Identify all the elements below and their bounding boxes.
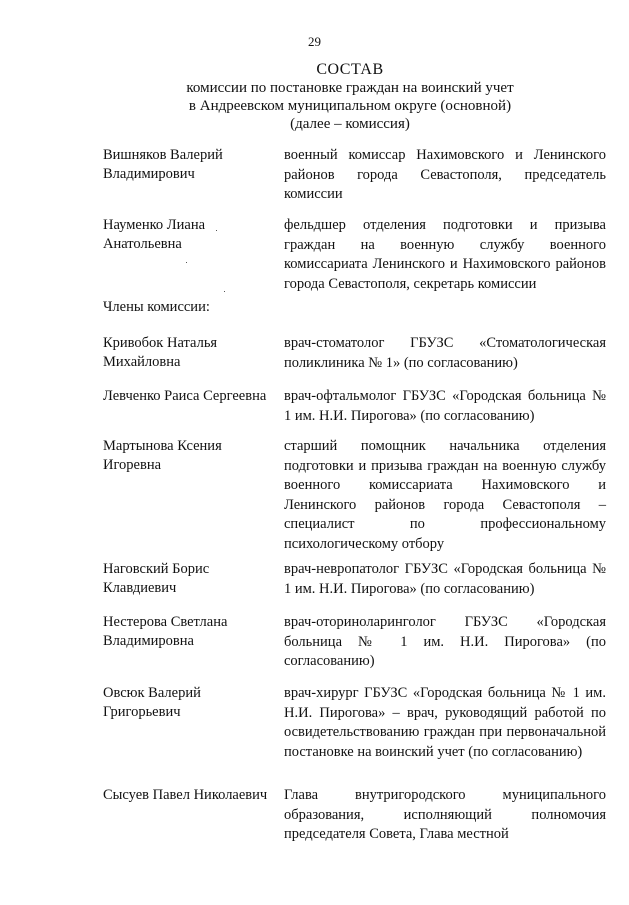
member-role: врач-невропатолог ГБУЗС «Городская больница № 1 им. Н.И. Пирогова» (по согласованию) — [284, 561, 606, 597]
member-role: врач-офтальмолог ГБУЗС «Городская больница № 1 им. Н.И. Пирогова» (по согласованию) — [284, 388, 606, 424]
member-name: Сысуев Павел Николаевич — [103, 787, 268, 803]
member-name: Вишняков Валерий Владимирович — [103, 147, 223, 182]
page-number: 29 — [308, 34, 321, 49]
member-role: Глава внутригородского муниципального образования, исполняющий полномочия председателя Совета, Глава местной — [284, 787, 606, 842]
member-name: Нестерова Светлана Владимировна — [103, 614, 228, 649]
scan-speck — [186, 262, 187, 263]
member-name: Кривобок Наталья Михайловна — [103, 335, 218, 370]
scan-speck — [216, 230, 217, 231]
member-name: Наговский Борис Клавдиевич — [103, 561, 210, 596]
document-title-block — [60, 60, 629, 133]
member-role: врач-оториноларинголог ГБУЗС «Городская больница № 1 им. Н.И. Пирогова» (по согласованию) — [284, 614, 606, 669]
member-role: врач-стоматолог ГБУЗС «Стоматологическая поликлиника № 1» (по согласованию) — [284, 335, 606, 371]
members-label: Члены комиссии: — [103, 299, 210, 315]
scan-speck — [224, 291, 225, 292]
subtitle-line-1: комиссии по постановке граждан на воинский учет — [186, 80, 514, 96]
member-name: Овсюк Валерий Григорьевич — [103, 685, 201, 720]
member-role: фельдшер отделения подготовки и призыва граждан на военную службу военного комиссариата Ленинского и Нахимовского районов города Севастополя, секретарь комиссии — [284, 217, 606, 292]
subtitle-line-3: (далее – комиссия) — [290, 116, 410, 132]
member-role: врач-хирург ГБУЗС «Городская больница № 1 им. Н.И. Пирогова» – врач, руководящий работой по освидетельствованию граждан при первоначальной постановке на воинский учет (по согласованию) — [284, 685, 606, 760]
member-role: военный комиссар Нахимовского и Ленинского районов города Севастополя, председатель комиссии — [284, 147, 606, 202]
document-title: СОСТАВ — [316, 61, 384, 78]
member-name: Науменко Лиана Анатольевна — [103, 217, 206, 252]
member-name: Мартынова Ксения Игоревна — [103, 438, 222, 473]
subtitle-line-2: в Андреевском муниципальном округе (основной) — [188, 98, 512, 114]
member-name: Левченко Раиса Сергеевна — [103, 388, 267, 404]
member-role: старший помощник начальника отделения подготовки и призыва граждан на военную службу военного комиссариата Нахимовского и Ленинского районов города Севастополя – специалист по профессиональному психологическому отбору — [284, 438, 606, 552]
